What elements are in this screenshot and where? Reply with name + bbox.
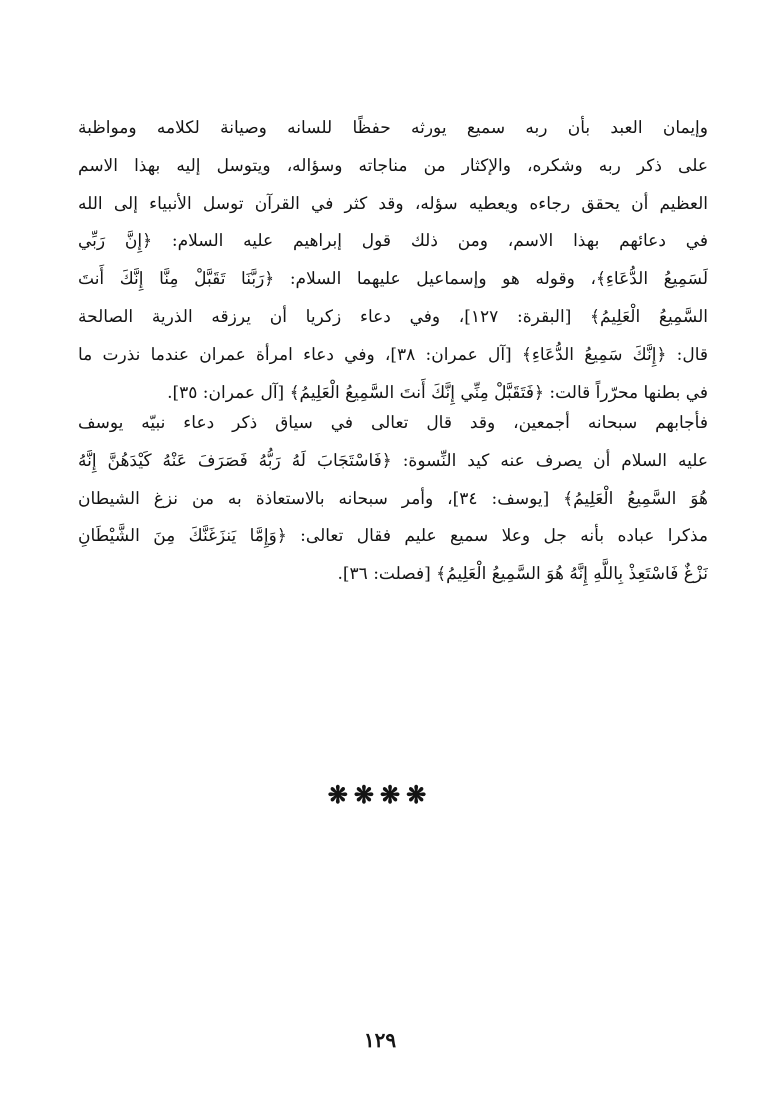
- text-line: على ذكر ربه وشكره، والإكثار من مناجاته وسؤاله، ويتوسل إليه بهذا الاسم: [78, 155, 708, 176]
- text-line: العظيم أن يحقق رجاءه ويعطيه سؤله، وقد كثر في القرآن توسل الأنبياء إلى الله: [78, 193, 708, 214]
- page-number: ١٢٩: [363, 1028, 397, 1052]
- text-line: نَزْغٌ فَاسْتَعِذْ بِاللَّهِ إِنَّهُ هُوَ السَّمِيعُ الْعَلِيمُ﴾ [فصلت: ٣٦].: [337, 564, 708, 585]
- section-divider: ❋❋❋❋: [327, 780, 433, 809]
- text-line: في بطنها محرّراً قالت: ﴿فَتَقَبَّلْ مِنِّي إِنَّكَ أَنتَ السَّمِيعُ الْعَلِيمُ﴾ [آل عمران: ٣٥].: [167, 382, 708, 403]
- paragraph-1: [78, 110, 708, 412]
- text-line: فأجابهم سبحانه أجمعين، وقد قال تعالى في سياق ذكر دعاء نبيّه يوسف: [78, 413, 708, 433]
- text-line: لَسَمِيعُ الدُّعَاءِ﴾، وقوله هو وإسماعيل عليهما السلام: ﴿رَبَّنَا تَقَبَّلْ مِنَّا إِنَّكَ أَنتَ: [78, 269, 708, 290]
- text-line: في دعائهم بهذا الاسم، ومن ذلك قول إبراهيم عليه السلام: ﴿إِنَّ رَبِّي: [78, 231, 708, 252]
- text-line: هُوَ السَّمِيعُ الْعَلِيمُ﴾ [يوسف: ٣٤]، وأمر سبحانه بالاستعاذة به من نزغ الشيطان: [78, 488, 708, 509]
- text-line: عليه السلام أن يصرف عنه كيد النِّسوة: ﴿فَاسْتَجَابَ لَهُ رَبُّهُ فَصَرَفَ عَنْهُ كَيْدَهُنَّ إِنَّهُ: [78, 450, 708, 471]
- paragraph-2: [78, 405, 708, 594]
- text-line: قال: ﴿إِنَّكَ سَمِيعُ الدُّعَاءِ﴾ [آل عمران: ٣٨]، وفي دعاء امرأة عمران عندما نذرت ما: [78, 344, 708, 365]
- text-line: السَّمِيعُ الْعَلِيمُ﴾ [البقرة: ١٢٧]، وفي دعاء زكريا أن يرزقه الذرية الصالحة: [78, 306, 708, 327]
- text-line: وإيمان العبد بأن ربه سميع يورثه حفظًا للسانه وصيانة لكلامه ومواظبة: [78, 118, 708, 138]
- text-line: مذكرا عباده بأنه جل وعلا سميع عليم فقال تعالى: ﴿وَإِمَّا يَنزَغَنَّكَ مِنَ الشَّيْطَانِ: [78, 526, 708, 547]
